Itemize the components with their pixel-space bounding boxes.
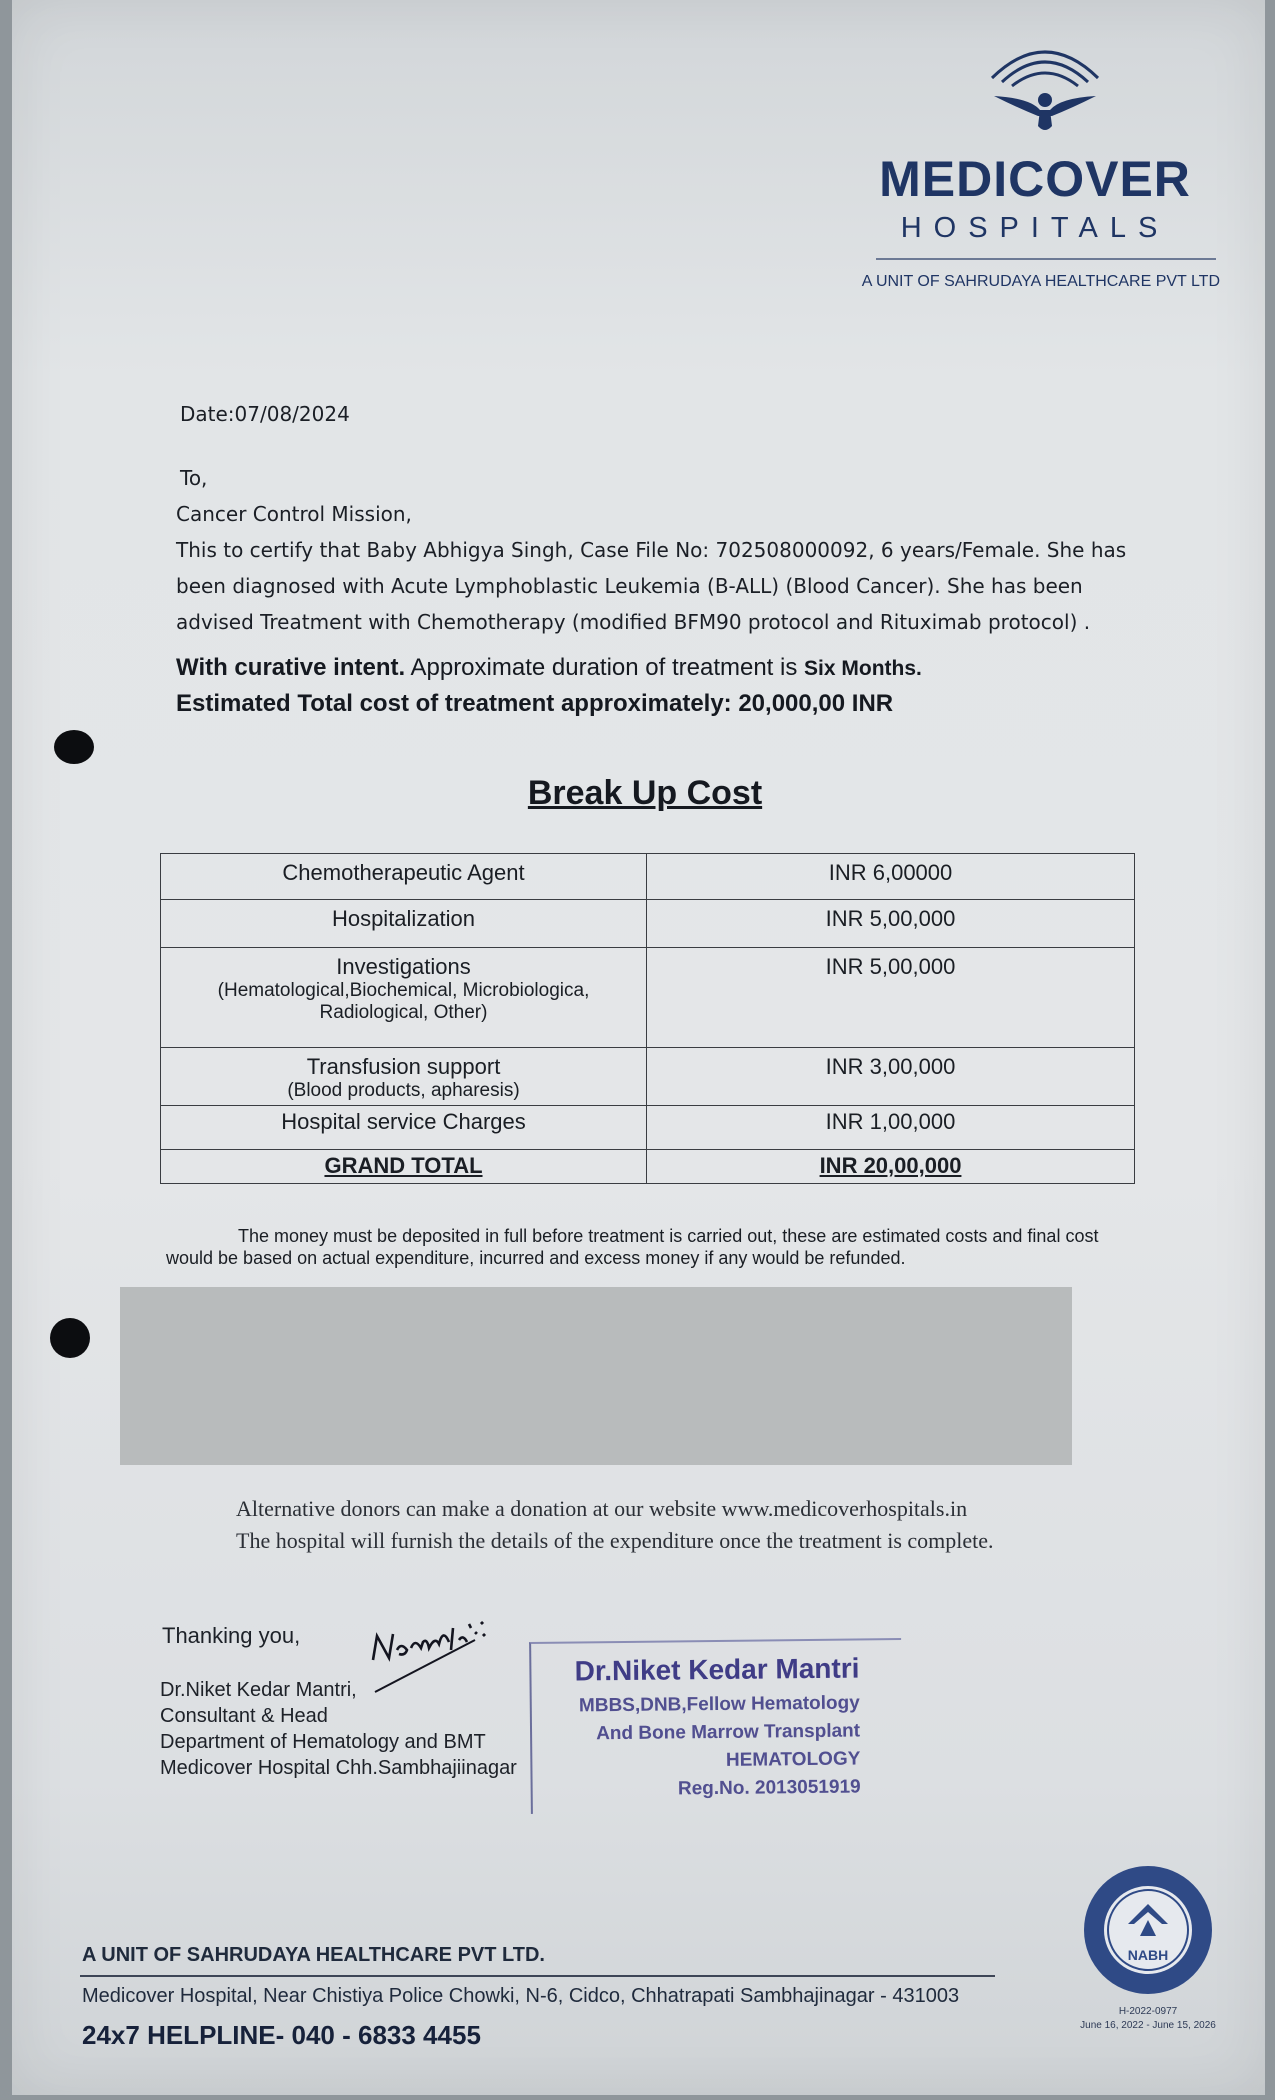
treatment-duration: Six Months. bbox=[804, 657, 922, 680]
signatory-title: Consultant & Head bbox=[160, 1705, 328, 1727]
cost-item: Chemotherapeutic Agent bbox=[282, 860, 525, 885]
cost-amount: INR 6,00000 bbox=[828, 860, 953, 885]
table-row bbox=[161, 1106, 1135, 1150]
closing-thanks: Thanking you, bbox=[162, 1623, 301, 1648]
signatory-department: Department of Hematology and BMT bbox=[160, 1731, 486, 1753]
punch-hole-top bbox=[54, 730, 94, 764]
breakup-cost-table bbox=[160, 853, 1135, 1184]
grand-total-amount: INR 20,00,000 bbox=[819, 1153, 962, 1178]
brand-name: MEDICOVER bbox=[879, 151, 1191, 207]
cost-item-detail: (Hematological,Biochemical, Microbiologica, bbox=[217, 980, 590, 1001]
redacted-block bbox=[120, 1287, 1072, 1465]
stamp-name: Dr.Niket Kedar Mantri bbox=[574, 1652, 860, 1687]
signatory-block bbox=[160, 1677, 517, 1781]
letterhead-divider bbox=[876, 258, 1216, 260]
cost-item: Transfusion support bbox=[306, 1054, 501, 1079]
letterhead-unit-line: A UNIT OF SAHRUDAYA HEALTHCARE PVT LTD bbox=[861, 273, 1220, 290]
table-row bbox=[161, 900, 1135, 948]
letter-intent-line bbox=[176, 654, 922, 682]
cost-amount: INR 5,00,000 bbox=[825, 954, 956, 979]
cost-amount: INR 1,00,000 bbox=[825, 1109, 956, 1134]
letter-recipient: Cancer Control Mission, bbox=[176, 502, 412, 526]
letter-salutation: To, bbox=[180, 466, 208, 490]
cost-item: Hospitalization bbox=[331, 906, 476, 931]
breakup-heading: Break Up Cost bbox=[527, 774, 763, 812]
letter-line-2: been diagnosed with Acute Lymphoblastic Leukemia (B-ALL) (Blood Cancer). She has been bbox=[176, 574, 1083, 598]
doctor-stamp bbox=[529, 1638, 903, 1814]
stamp-department: HEMATOLOGY bbox=[725, 1748, 861, 1771]
stamp-registration: Reg.No. 2013051919 bbox=[677, 1776, 861, 1800]
table-row bbox=[161, 1048, 1135, 1106]
nabh-certificate-number: H-2022-0977 bbox=[1118, 2006, 1178, 2017]
cost-item-detail: Radiological, Other) bbox=[319, 1002, 488, 1023]
cost-amount: INR 3,00,000 bbox=[825, 1054, 956, 1079]
letter-date: Date:07/08/2024 bbox=[180, 402, 350, 426]
cost-item-detail: (Blood products, apharesis) bbox=[287, 1080, 520, 1101]
deposit-note bbox=[166, 1225, 1126, 1269]
footer-divider bbox=[80, 1975, 995, 1977]
stamp-qualification-2: And Bone Marrow Transplant bbox=[596, 1720, 861, 1745]
punch-hole-bottom bbox=[50, 1318, 90, 1358]
letter-line-3: advised Treatment with Chemotherapy (modified BFM90 protocol and Rituximab protocol) . bbox=[176, 610, 1091, 634]
nabh-label: NABH bbox=[1127, 1947, 1169, 1963]
brand-subtitle: HOSPITALS bbox=[900, 212, 1170, 244]
deposit-note-line-2: would be based on actual expenditure, incurred and excess money if any would be refunded. bbox=[166, 1248, 906, 1268]
donation-line-2: The hospital will furnish the details of the expenditure once the treatment is complete. bbox=[236, 1528, 994, 1553]
donation-line-1: Alternative donors can make a donation at our website www.medicoverhospitals.in bbox=[236, 1496, 968, 1521]
footer-address: Medicover Hospital, Near Chistiya Police Chowki, N-6, Cidco, Chhatrapati Sambhajinagar - 431003 bbox=[82, 1985, 960, 2007]
medicover-logo-icon bbox=[980, 38, 1110, 136]
signatory-name: Dr.Niket Kedar Mantri, bbox=[160, 1679, 357, 1701]
cost-item: Hospital service Charges bbox=[281, 1109, 526, 1134]
signatory-hospital: Medicover Hospital Chh.Sambhajiinagar bbox=[160, 1757, 517, 1779]
estimated-cost-line: Estimated Total cost of treatment approximately: 20,000,00 INR bbox=[176, 690, 894, 717]
nabh-accreditation-seal-icon bbox=[1080, 1862, 1216, 1998]
cost-amount: INR 5,00,000 bbox=[825, 906, 956, 931]
table-row-total bbox=[161, 1150, 1135, 1184]
footer-unit: A UNIT OF SAHRUDAYA HEALTHCARE PVT LTD. bbox=[82, 1944, 545, 1966]
deposit-note-line-1: The money must be deposited in full before treatment is carried out, these are estimated costs and final cost bbox=[238, 1226, 1099, 1246]
letter-line-1: This to certify that Baby Abhigya Singh, Case File No: 702508000092, 6 years/Female. She has bbox=[176, 538, 1127, 562]
nabh-validity: June 16, 2022 - June 15, 2026 bbox=[1080, 2020, 1216, 2031]
intent-text: Approximate duration of treatment is bbox=[405, 654, 805, 681]
intent-bold-text: With curative intent. bbox=[176, 654, 406, 681]
cost-item: Investigations bbox=[336, 954, 471, 979]
table-row bbox=[161, 948, 1135, 1048]
stamp-qualification-1: MBBS,DNB,Fellow Hematology bbox=[578, 1692, 860, 1717]
footer-helpline: 24x7 HELPLINE- 040 - 6833 4455 bbox=[82, 2020, 481, 2050]
grand-total-label: GRAND TOTAL bbox=[324, 1153, 483, 1178]
table-row bbox=[161, 854, 1135, 900]
